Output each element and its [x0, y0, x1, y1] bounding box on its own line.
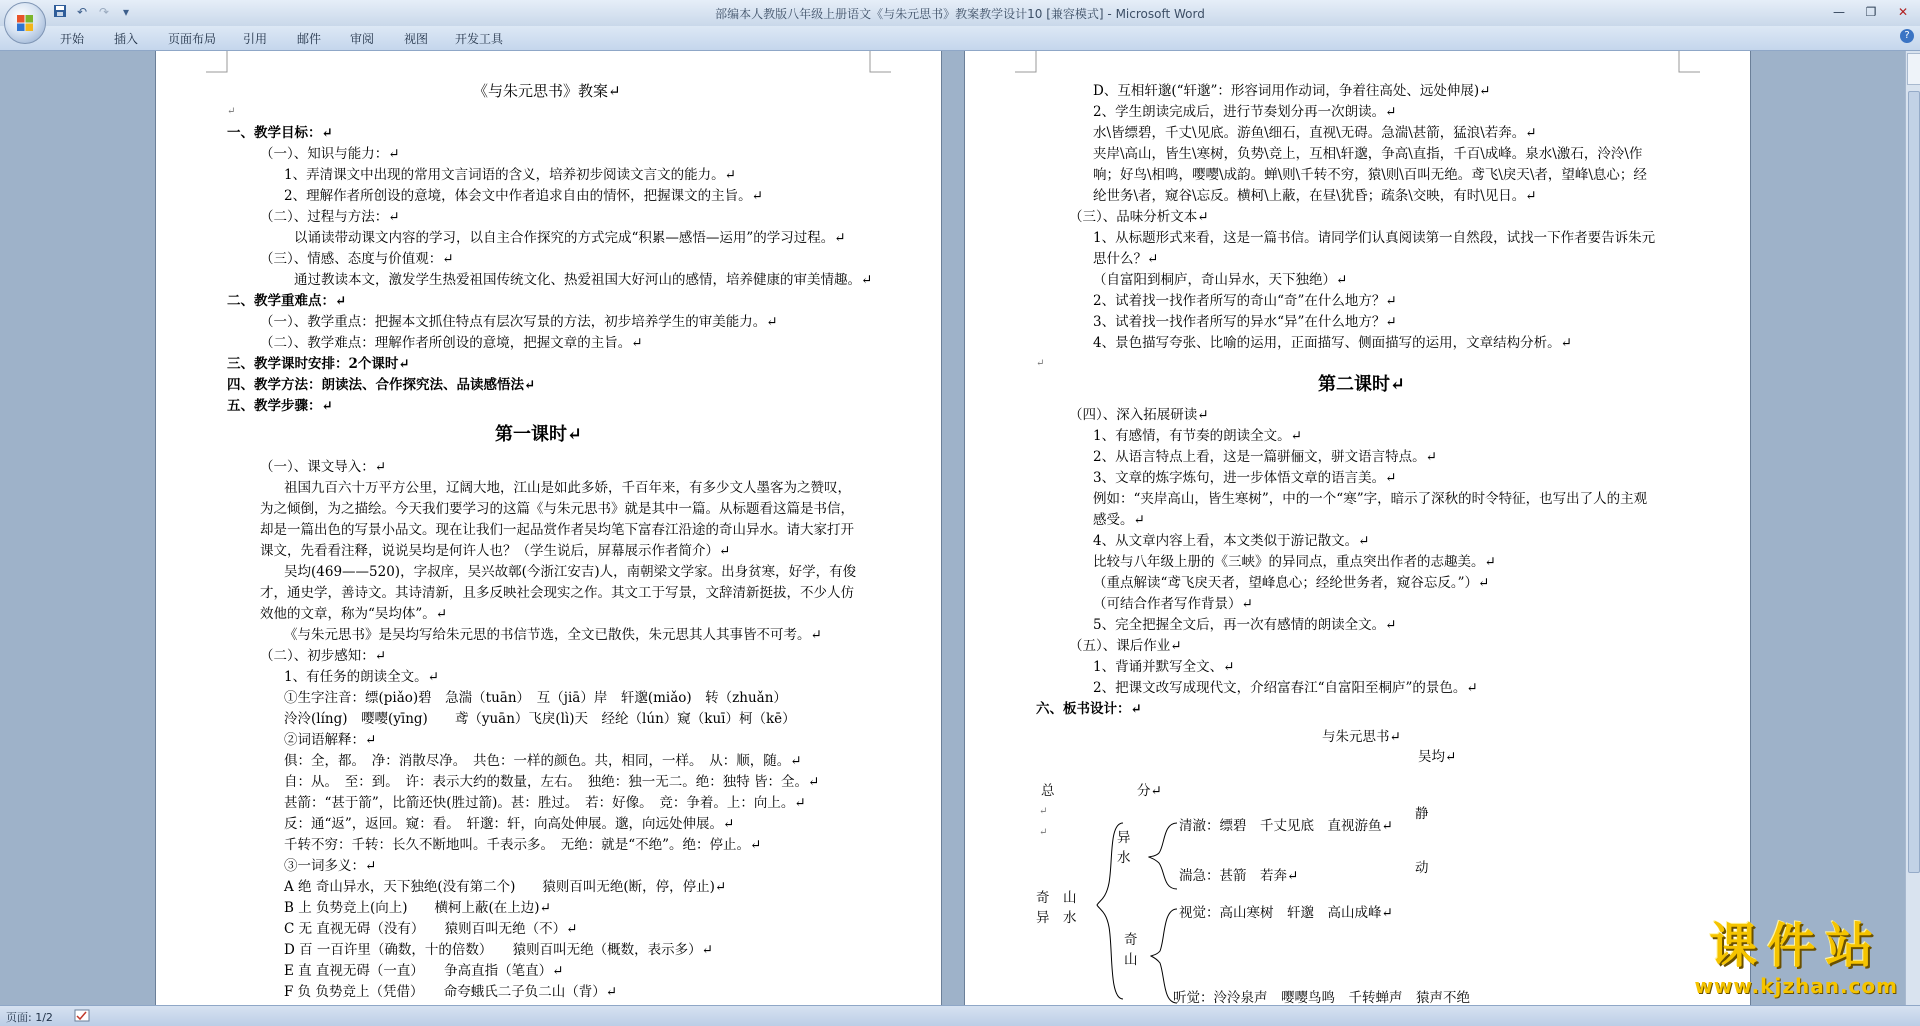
brace-icon: [1095, 821, 1125, 1001]
board-label-fen: 分↵: [1137, 783, 1162, 799]
office-button[interactable]: [4, 2, 46, 44]
tab-home[interactable]: 开始: [60, 32, 85, 46]
text-line: 4、景色描写夸张、比喻的运用，正面描写、侧面描写的运用，文章结构分析。↵: [1093, 335, 1572, 351]
para-mark: ↵: [1036, 358, 1045, 369]
vertical-scrollbar[interactable]: [1905, 51, 1920, 1005]
window-controls: [1828, 3, 1914, 21]
text-line: F 负 负势竞上（凭借） 命夸蛾氏二子负二山（背）↵: [284, 984, 618, 1000]
text-line: （一）、知识与能力：↵: [260, 146, 400, 162]
board-label-jing: 静: [1415, 806, 1429, 822]
board-author: 吴均↵: [1418, 749, 1457, 765]
doc-title: 《与朱元思书》教案↵: [473, 82, 621, 100]
text-line: ①生字注音：缥(piǎo)碧 急湍（tuān） 互（jiā）岸 轩邈(miǎo) 转（zhuǎn）: [284, 690, 787, 706]
text-line: ③一词多义：↵: [284, 858, 377, 874]
text-line: 2、把课文改写成现代文，介绍富春江“自富阳至桐庐”的景色。↵: [1093, 680, 1478, 696]
text-line: 却是一篇出色的写景小品文。现在让我们一起品赏作者吴均笔下富春江沿途的奇山异水。请大家打开: [260, 522, 854, 538]
crop-mark-icon: [869, 51, 891, 73]
heading-lesson-one: 第一课时↵: [495, 424, 583, 445]
text-line: （二）、初步感知：↵: [260, 648, 387, 664]
text-line: 俱：全，都。 净：消散尽净。 共色：一样的颜色。共，相同，一样。 从：顺，随。↵: [284, 753, 802, 769]
document-area: [0, 51, 1906, 1005]
text-line: （二）、教学难点：理解作者所创设的意境，把握文章的主旨。↵: [260, 335, 643, 351]
text-line: 响；好鸟\相鸣，嘤嘤\成韵。蝉\则\千转不穷，猿\则\百叫无绝。鸢飞\戾天\者，望峰\息心；经: [1093, 167, 1647, 183]
board-water-clear: 清澈：缥碧 千丈见底 直视游鱼↵: [1179, 818, 1393, 834]
para-mark: ↵: [227, 106, 236, 117]
text-line: 例如：“夹岸高山，皆生寒树”，中的一个“寒”字，暗示了深秋的时令特征，也写出了人的主观: [1093, 491, 1648, 507]
heading-key-points: 二、教学重难点：↵: [227, 293, 347, 309]
heading-lesson-two: 第二课时↵: [1318, 374, 1406, 395]
text-line: 2、理解作者所创设的意境，体会文中作者追求自由的情怀，把握课文的主旨。↵: [284, 188, 763, 204]
text-line: （三）、品味分析文本↵: [1069, 209, 1209, 225]
para-mark: ↵: [1039, 806, 1048, 817]
text-line: 5、完全把握全文后，再一次有感情的朗读全文。↵: [1093, 617, 1397, 633]
page-1[interactable]: [156, 51, 941, 1005]
text-line: 2、学生朗读完成后，进行节奏划分再一次朗读。↵: [1093, 104, 1397, 120]
qat-more-icon[interactable]: ▾: [122, 5, 130, 19]
heading-steps: 五、教学步骤：↵: [227, 398, 333, 414]
text-line: 1、从标题形式来看，这是一篇书信。请同学们认真阅读第一自然段，试找一下作者要告诉朱元: [1093, 230, 1656, 246]
tab-view[interactable]: 视图: [404, 32, 429, 46]
proofing-icon[interactable]: [74, 1009, 90, 1022]
text-line: （二）、过程与方法：↵: [260, 209, 400, 225]
text-line: 水\皆缥碧，千丈\见底。游鱼\细石，直视\无碍。急湍\甚箭，猛浪\若奔。↵: [1093, 125, 1537, 141]
text-line: 吴均(469——520)，字叔庠，吴兴故鄣(今浙江安吉)人，南朝梁文学家。出身贫寒，好学，有俊: [284, 564, 857, 580]
text-line: 2、从语言特点上看，这是一篇骈俪文，骈文语言特点。↵: [1093, 449, 1437, 465]
text-line: 泠泠(líng) 嘤嘤(yīng) 鸢（yuān）飞戾(lì)天 经纶（lún）窥（kuī）柯（kē）: [284, 711, 796, 727]
para-mark: ↵: [1039, 827, 1048, 838]
board-title: 与朱元思书↵: [1322, 729, 1401, 745]
text-line: B 上 负势竞上(向上) 横柯上蔽(在上边)↵: [284, 900, 551, 916]
text-line: 3、试着找一找作者所写的异水“异”在什么地方？↵: [1093, 314, 1397, 330]
text-line: 1、背诵并默写全文、↵: [1093, 659, 1235, 675]
text-line: （可结合作者写作背景）↵: [1093, 596, 1253, 612]
text-line: 思什么？↵: [1093, 251, 1159, 267]
text-line: D、互相轩邈(“轩邈”：形容词用作动词，争着往高处、远处伸展)↵: [1093, 83, 1491, 99]
brace-icon: [1145, 817, 1179, 895]
text-line: （重点解读“鸢飞戾天者，望峰息心；经纶世务者，窥谷忘反。”）↵: [1093, 575, 1490, 591]
board-label-qi: 奇: [1124, 932, 1138, 948]
text-line: 千转不穷：千转：长久不断地叫。千表示多。 无绝：就是“不绝”。绝：停止。↵: [284, 837, 762, 853]
text-line: （一）、教学重点：把握本文抓住特点有层次写景的方法，初步培养学生的审美能力。↵: [260, 314, 778, 330]
text-line: 4、从文章内容上看，本文类似于游记散文。↵: [1093, 533, 1370, 549]
text-line: （自富阳到桐庐，奇山异水，天下独绝）↵: [1093, 272, 1348, 288]
help-icon[interactable]: ?: [1900, 29, 1914, 43]
redo-icon[interactable]: ↷: [98, 5, 110, 19]
text-line: 祖国九百六十万平方公里，辽阔大地，江山是如此多娇，千百年来，有多少文人墨客为之赞叹，: [284, 480, 851, 496]
ribbon-tabs: [0, 26, 1920, 51]
text-line: ②词语解释：↵: [284, 732, 377, 748]
text-line: 效他的文章，称为“吴均体”。↵: [260, 606, 448, 622]
board-label-shan: 山: [1124, 952, 1138, 968]
text-line: 1、有任务的朗读全文。↵: [284, 669, 439, 685]
text-line: 2、试着找一找作者所写的奇山“奇”在什么地方？↵: [1093, 293, 1397, 309]
text-line: 甚箭：“甚于箭”，比箭还快(胜过箭)。甚：胜过。 若：好像。 竞：争着。上：向上。↵: [284, 795, 806, 811]
undo-icon[interactable]: ↶: [76, 5, 88, 19]
board-label-yi: 异: [1117, 830, 1131, 846]
window-title: 部编本人教版八年级上册语文《与朱元思书》教案教学设计10 [兼容模式] - Microsoft Word: [715, 7, 1205, 21]
heading-methods: 四、教学方法：朗读法、合作探究法、品读感悟法↵: [227, 377, 536, 393]
text-line: 自：从。 至：到。 许：表示大约的数量，左右。 独绝：独一无二。绝：独特 皆：全。↵: [284, 774, 820, 790]
text-line: 纶世务\者，窥谷\忘反。横柯\上蔽，在昼\犹昏；疏条\交映，有时\见日。↵: [1093, 188, 1537, 204]
tab-page-layout[interactable]: 页面布局: [168, 32, 217, 46]
text-line: 3、文章的炼字炼句，进一步体悟文章的语言美。↵: [1093, 470, 1397, 486]
text-line: C 无 直视无碍（没有） 猿则百叫无绝（不）↵: [284, 921, 578, 937]
watermark-title: 课件站: [1709, 918, 1884, 974]
tab-references[interactable]: 引用: [243, 32, 268, 46]
board-label-yishui: 异 水: [1036, 910, 1077, 926]
text-line: （五）、课后作业↵: [1069, 638, 1182, 654]
heading-objectives: 一、教学目标：↵: [227, 125, 333, 141]
text-line: 通过教读本文，激发学生热爱祖国传统文化、热爱祖国大好河山的感情，培养健康的审美情趣。↵: [294, 272, 873, 288]
ruler-toggle-icon[interactable]: [1907, 53, 1920, 85]
board-mountain-sound: 听觉：泠泠泉声 嘤嘤鸟鸣 千转蝉声 猿声不绝: [1173, 990, 1470, 1005]
status-bar: [0, 1005, 1920, 1026]
board-label-dong: 动: [1415, 860, 1429, 876]
page-count[interactable]: 页面: 1/2: [6, 1011, 53, 1024]
text-line: A 绝 奇山异水，天下独绝(没有第二个) 猿则百叫无绝(断，停，停止)↵: [284, 879, 727, 895]
text-line: 比较与八年级上册的《三峡》的异同点，重点突出作者的志趣美。↵: [1093, 554, 1496, 570]
tab-insert[interactable]: 插入: [114, 32, 139, 46]
close-button[interactable]: ✕: [1897, 5, 1909, 19]
office-logo-icon: [16, 14, 34, 32]
board-label-shui: 水: [1117, 850, 1131, 866]
text-line: 1、弄清课文中出现的常用文言词语的含义，培养初步阅读文言文的能力。↵: [284, 167, 736, 183]
crop-mark-icon: [206, 51, 228, 73]
text-line: 1、有感情，有节奏的朗读全文。↵: [1093, 428, 1302, 444]
heading-schedule: 三、教学课时安排：2个课时↵: [227, 356, 410, 372]
text-line: 为之倾倒，为之描绘。今天我们要学习的这篇《与朱元思书》就是其中一篇。从标题看这篇是书信，: [260, 501, 854, 517]
crop-mark-icon: [1015, 51, 1037, 73]
text-line: 反：通“返”，返回。窥：看。 轩邈：轩，向高处伸展。邈，向远处伸展。↵: [284, 816, 735, 832]
board-label-qishan: 奇 山: [1036, 890, 1077, 906]
text-line: E 直 直视无碍（一直） 争高直指（笔直）↵: [284, 963, 564, 979]
tab-review[interactable]: 审阅: [350, 32, 375, 46]
board-label-zong: 总: [1041, 783, 1055, 799]
text-line: 《与朱元思书》是吴均写给朱元思的书信节选，全文已散佚，朱元思其人其事皆不可考。↵: [284, 627, 822, 643]
board-mountain-sight: 视觉：高山寒树 轩邈 高山成峰↵: [1179, 905, 1393, 921]
tab-mailings[interactable]: 邮件: [297, 32, 322, 46]
maximize-button[interactable]: ❐: [1865, 5, 1877, 19]
board-water-rapid: 湍急：甚箭 若奔↵: [1179, 868, 1299, 884]
minimize-button[interactable]: —: [1833, 5, 1845, 19]
tab-developer[interactable]: 开发工具: [455, 32, 504, 46]
text-line: （四）、深入拓展研读↵: [1069, 407, 1209, 423]
text-line: D 百 一百许里（确数，十的倍数） 猿则百叫无绝（概数，表示多）↵: [284, 942, 713, 958]
text-line: 感受。↵: [1093, 512, 1145, 528]
watermark-url: www.kjzhan.com: [1694, 974, 1898, 998]
text-line: 才，通史学，善诗文。其诗清新，且多反映社会现实之作。其文工于写景，文辞清新挺拔，不少人仿: [260, 585, 854, 601]
brace-icon: [1147, 899, 1179, 1005]
heading-board-design: 六、板书设计：↵: [1036, 701, 1142, 717]
text-line: 以诵读带动课文内容的学习，以自主合作探究的方式完成“积累—感悟—运用”的学习过程。↵: [294, 230, 846, 246]
title-bar: [0, 0, 1920, 26]
watermark-logo: [1694, 918, 1898, 998]
text-line: 课文，先看看注释，说说吴均是何许人也？（学生说后，屏幕展示作者简介）↵: [260, 543, 731, 559]
scrollbar-thumb[interactable]: [1908, 91, 1920, 873]
text-line: （一）、课文导入：↵: [260, 459, 387, 475]
page-2[interactable]: [965, 51, 1750, 1005]
text-line: （三）、情感、态度与价值观：↵: [260, 251, 454, 267]
text-line: 夹岸\高山，皆生\寒树，负势\竞上，互相\轩邈，争高\直指，千百\成峰。泉水\激石，泠泠\作: [1093, 146, 1643, 162]
crop-mark-icon: [1678, 51, 1700, 73]
